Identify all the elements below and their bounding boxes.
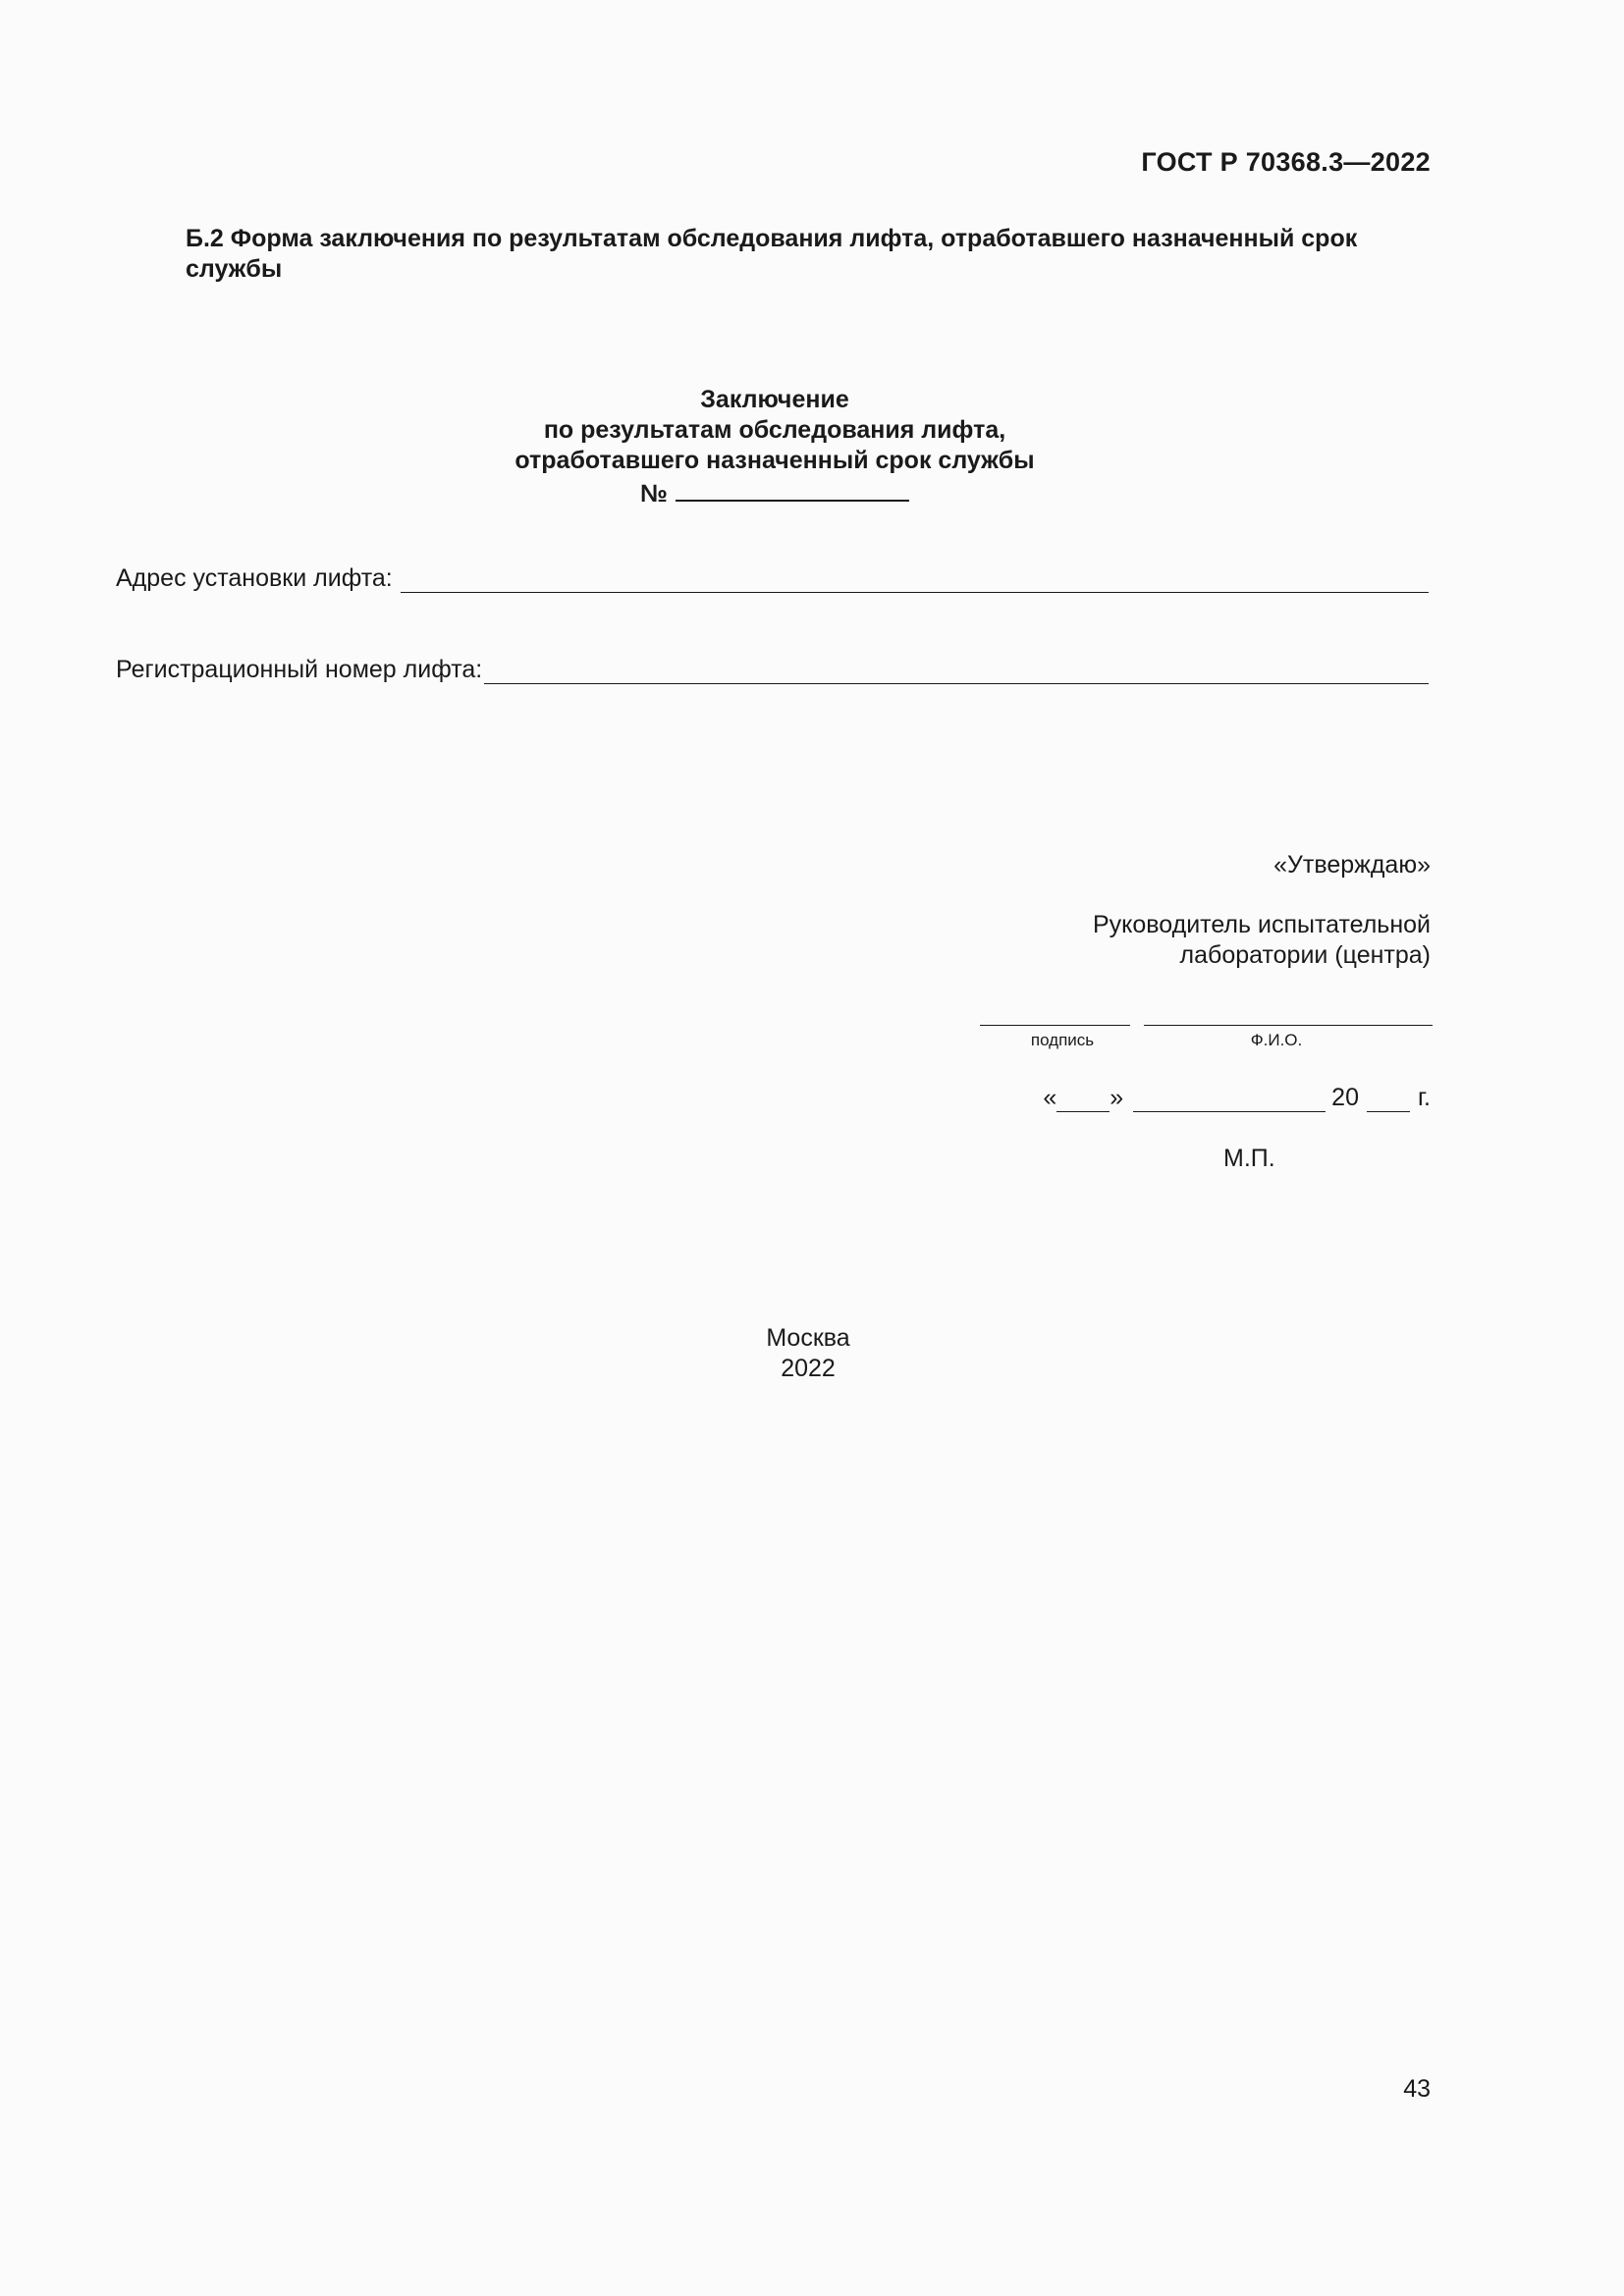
seal-label: М.П. (1223, 1145, 1275, 1172)
address-blank[interactable] (401, 566, 1429, 593)
date-year-blank[interactable] (1367, 1090, 1410, 1112)
name-blank[interactable] (1144, 1025, 1433, 1026)
date-close-quote: » (1110, 1084, 1124, 1111)
conclusion-title: Заключение (700, 386, 849, 413)
conclusion-title-block (0, 385, 1549, 509)
signature-blank[interactable] (980, 1025, 1130, 1026)
address-field-row (116, 564, 1429, 593)
conclusion-number (0, 476, 1549, 509)
section-title: Б.2 Форма заключения по результатам обследования лифта, отработавшего назначенный срок службы (186, 225, 1358, 283)
registration-field-row (116, 656, 1429, 684)
page-number: 43 (1403, 2075, 1431, 2103)
conclusion-subtitle-line1: по результатам обследования лифта, (543, 416, 1006, 444)
date-day-blank[interactable] (1056, 1090, 1110, 1112)
date-row (1043, 1084, 1431, 1112)
number-blank[interactable] (676, 476, 909, 502)
footer-place-date (710, 1323, 906, 1384)
date-open-quote: « (1043, 1084, 1057, 1111)
number-label: № (640, 480, 668, 507)
head-title-line2: лаборатории (центра) (1179, 941, 1431, 969)
head-title-line1: Руководитель испытательной (1092, 911, 1431, 938)
address-label: Адрес установки лифта: (116, 564, 393, 592)
year: 2022 (781, 1355, 836, 1382)
standard-code: ГОСТ Р 70368.3—2022 (1141, 147, 1431, 177)
head-title (1093, 910, 1431, 971)
city: Москва (766, 1324, 850, 1352)
approve-label: «Утверждаю» (1273, 851, 1431, 879)
registration-blank[interactable] (484, 658, 1429, 684)
date-month-blank[interactable] (1133, 1090, 1326, 1112)
registration-label: Регистрационный номер лифта: (116, 656, 483, 683)
conclusion-subtitle-line2: отработавшего назначенный срок службы (514, 447, 1035, 474)
date-year-prefix: 20 (1331, 1084, 1359, 1111)
date-year-suffix: г. (1417, 1084, 1431, 1111)
name-caption: Ф.И.О. (1250, 1031, 1303, 1049)
signature-caption: подпись (1030, 1031, 1095, 1049)
